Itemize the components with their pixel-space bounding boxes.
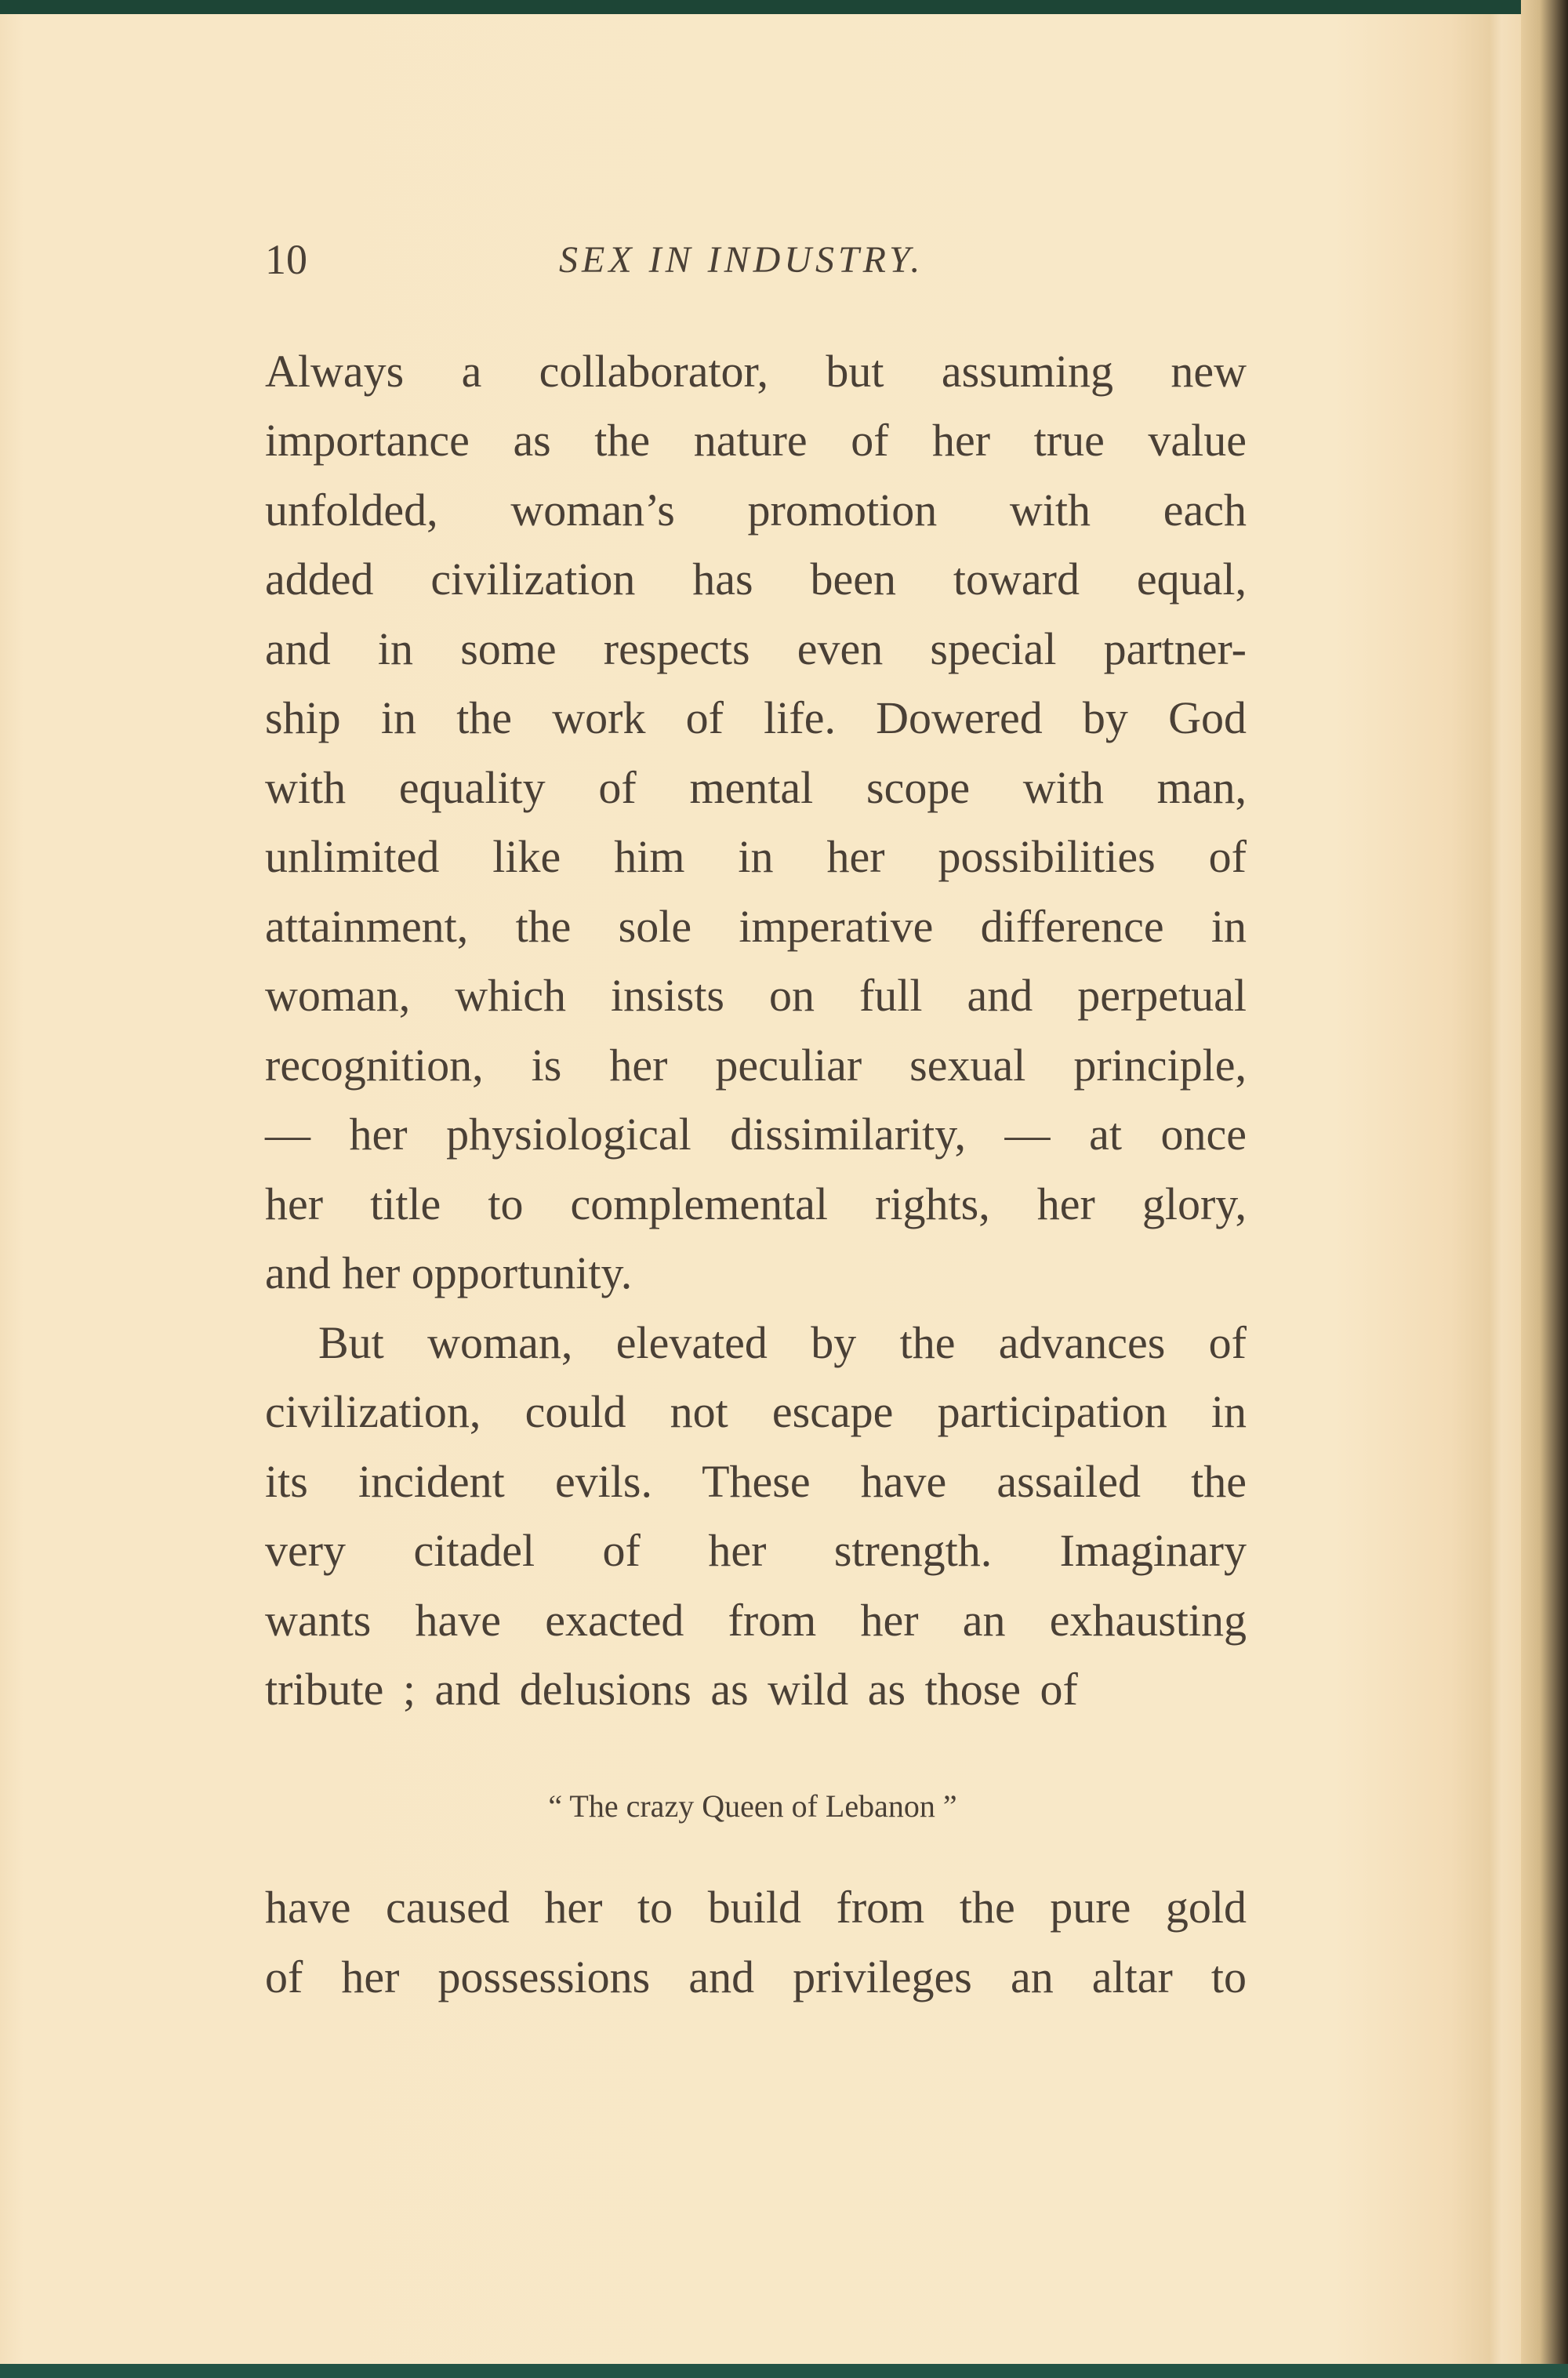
- text-line: wants have exacted from her an exhausting: [265, 1595, 1247, 1646]
- page-number: 10: [265, 236, 307, 283]
- text-line: unfolded, woman’s promotion with each: [265, 485, 1247, 536]
- text-line: But woman, elevated by the advances of: [318, 1317, 1247, 1368]
- text-line: and her opportunity.: [265, 1247, 633, 1298]
- text-line: attainment, the sole imperative difference in: [265, 901, 1247, 952]
- text-line: added civilization has been toward equal,: [265, 554, 1247, 604]
- text-line: recognition, is her peculiar sexual principle,: [265, 1040, 1247, 1091]
- block-quote: “ The crazy Queen of Lebanon ”: [548, 1788, 957, 1824]
- book-cover-bottom-edge: [0, 2364, 1568, 2378]
- page-gutter-edge: [1521, 0, 1568, 2378]
- text-line: Always a collaborator, but assuming new: [265, 346, 1247, 397]
- text-line: its incident evils. These have assailed the: [265, 1456, 1247, 1507]
- running-title: SEX IN INDUSTRY.: [559, 239, 924, 281]
- text-line: very citadel of her strength. Imaginary: [265, 1525, 1247, 1576]
- text-line: woman, which insists on full and perpetual: [265, 970, 1247, 1021]
- text-line: — her physiological dissimilarity, — at once: [265, 1109, 1247, 1160]
- text-line: and in some respects even special partner-: [265, 623, 1247, 674]
- text-line: her title to complemental rights, her glory,: [265, 1178, 1247, 1229]
- text-line: ship in the work of life. Dowered by God: [265, 692, 1247, 743]
- text-line: of her possessions and privileges an altar to: [265, 1951, 1247, 2002]
- text-line: unlimited like him in her possibilities of: [265, 831, 1247, 882]
- text-line: with equality of mental scope with man,: [265, 762, 1247, 813]
- text-line: civilization, could not escape participation in: [265, 1386, 1247, 1437]
- text-line: have caused her to build from the pure gold: [265, 1882, 1247, 1933]
- text-line: importance as the nature of her true value: [265, 415, 1247, 466]
- text-line: tribute ; and delusions as wild as those of: [265, 1664, 1078, 1715]
- book-cover-top-edge: [0, 0, 1568, 16]
